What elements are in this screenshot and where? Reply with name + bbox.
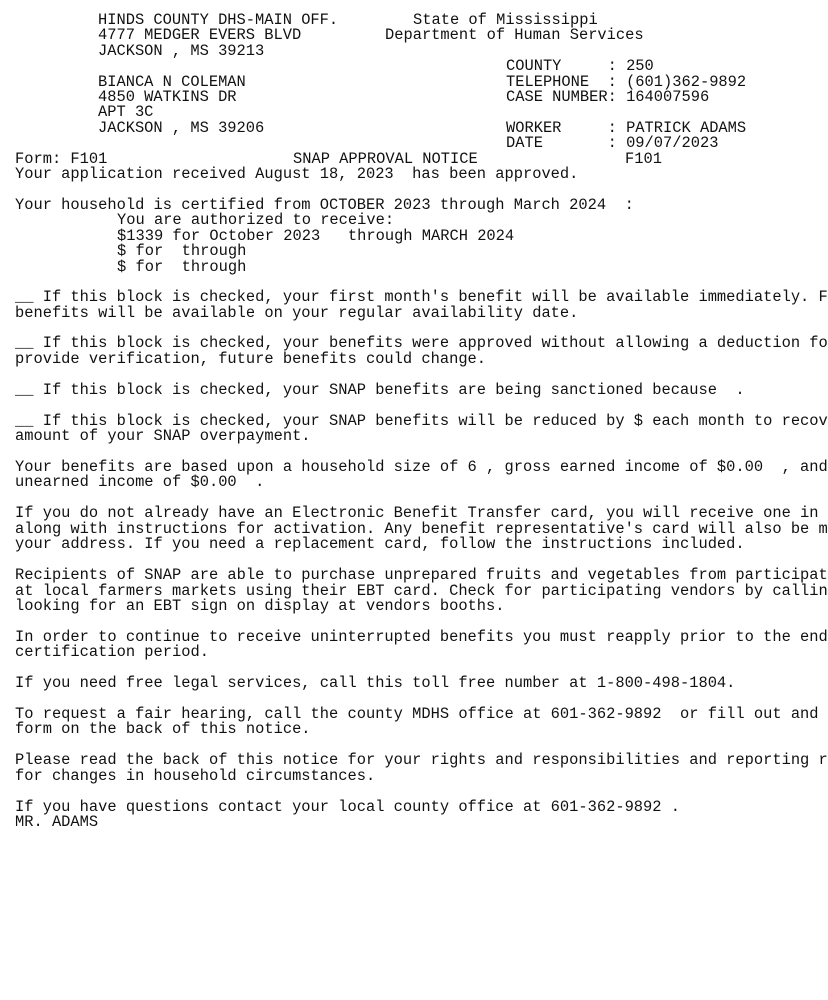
county-field: COUNTY : 250 bbox=[506, 57, 654, 75]
checkbox-block-first-month: __ If this block is checked, your first month's benefit will be available immediately. F bbox=[15, 288, 828, 306]
reapply-text: In order to continue to receive uninterrupted benefits you must reapply prior to the end bbox=[15, 628, 828, 646]
office-street: 4777 MEDGER EVERS BLVD bbox=[98, 26, 302, 44]
application-approved-text: Your application received August 18, 2023 has been approved. bbox=[15, 165, 579, 183]
office-city: JACKSON , MS 39213 bbox=[98, 42, 265, 60]
authorized-text: You are authorized to receive: bbox=[117, 211, 395, 229]
checkbox-block-deduction: __ If this block is checked, your benefits were approved without allowing a deduction fo bbox=[15, 334, 828, 352]
checkbox-block-overpayment: __ If this block is checked, your SNAP benefits will be reduced by $ each month to recov bbox=[15, 412, 828, 430]
recipient-unit: APT 3C bbox=[98, 103, 154, 121]
benefit-line: $ for through bbox=[117, 258, 247, 276]
checkbox-block-overpayment-cont: amount of your SNAP overpayment. bbox=[15, 427, 311, 445]
recipient-street: 4850 WATKINS DR bbox=[98, 88, 237, 106]
notice-title: SNAP APPROVAL NOTICE bbox=[293, 150, 478, 168]
household-income-text: Your benefits are based upon a household size of 6 , gross earned income of $0.00 , and bbox=[15, 458, 828, 476]
ebt-card-text: along with instructions for activation. Any benefit representative's card will also be m bbox=[15, 520, 828, 538]
office-name: HINDS COUNTY DHS-MAIN OFF. bbox=[98, 11, 339, 29]
certification-period-text: Your household is certified from OCTOBER 2023 through March 2024 : bbox=[15, 196, 634, 214]
legal-services-text: If you need free legal services, call this toll free number at 1-800-498-1804. bbox=[15, 674, 736, 692]
recipient-name: BIANCA N COLEMAN bbox=[98, 73, 246, 91]
form-code: F101 bbox=[625, 150, 662, 168]
signature: MR. ADAMS bbox=[15, 813, 99, 831]
checkbox-block-sanction: __ If this block is checked, your SNAP benefits are being sanctioned because . bbox=[15, 381, 745, 399]
reapply-text-cont: certification period. bbox=[15, 643, 209, 661]
farmers-market-text: Recipients of SNAP are able to purchase unprepared fruits and vegetables from participat bbox=[15, 566, 828, 584]
ebt-card-text: If you do not already have an Electronic Benefit Transfer card, you will receive one in bbox=[15, 504, 819, 522]
benefit-line: $1339 for October 2023 through MARCH 2024 bbox=[117, 227, 515, 245]
farmers-market-text: at local farmers markets using their EBT card. Check for participating vendors by callin bbox=[15, 582, 828, 600]
checkbox-block-deduction-cont: provide verification, future benefits could change. bbox=[15, 350, 487, 368]
rights-text: Please read the back of this notice for your rights and responsibilities and reporting r bbox=[15, 751, 828, 769]
case-number-field: CASE NUMBER: 164007596 bbox=[506, 88, 710, 106]
agency-department: Department of Human Services bbox=[385, 26, 644, 44]
benefit-line: $ for through bbox=[117, 242, 247, 260]
fair-hearing-text-cont: form on the back of this notice. bbox=[15, 720, 311, 738]
checkbox-block-first-month-cont: benefits will be available on your regular availability date. bbox=[15, 304, 579, 322]
fair-hearing-text: To request a fair hearing, call the county MDHS office at 601-362-9892 or fill out and bbox=[15, 705, 819, 723]
date-field: DATE : 09/07/2023 bbox=[506, 134, 719, 152]
telephone-field: TELEPHONE : (601)362-9892 bbox=[506, 73, 747, 91]
farmers-market-text: looking for an EBT sign on display at vendors booths. bbox=[15, 597, 505, 615]
recipient-city: JACKSON , MS 39206 bbox=[98, 119, 265, 137]
agency-state: State of Mississippi bbox=[413, 11, 598, 29]
form-label: Form: F101 bbox=[15, 150, 108, 168]
questions-contact-text: If you have questions contact your local county office at 601-362-9892 . bbox=[15, 798, 680, 816]
household-income-text-cont: unearned income of $0.00 . bbox=[15, 473, 265, 491]
rights-text-cont: for changes in household circumstances. bbox=[15, 767, 376, 785]
ebt-card-text: your address. If you need a replacement card, follow the instructions included. bbox=[15, 535, 745, 553]
worker-field: WORKER : PATRICK ADAMS bbox=[506, 119, 747, 137]
